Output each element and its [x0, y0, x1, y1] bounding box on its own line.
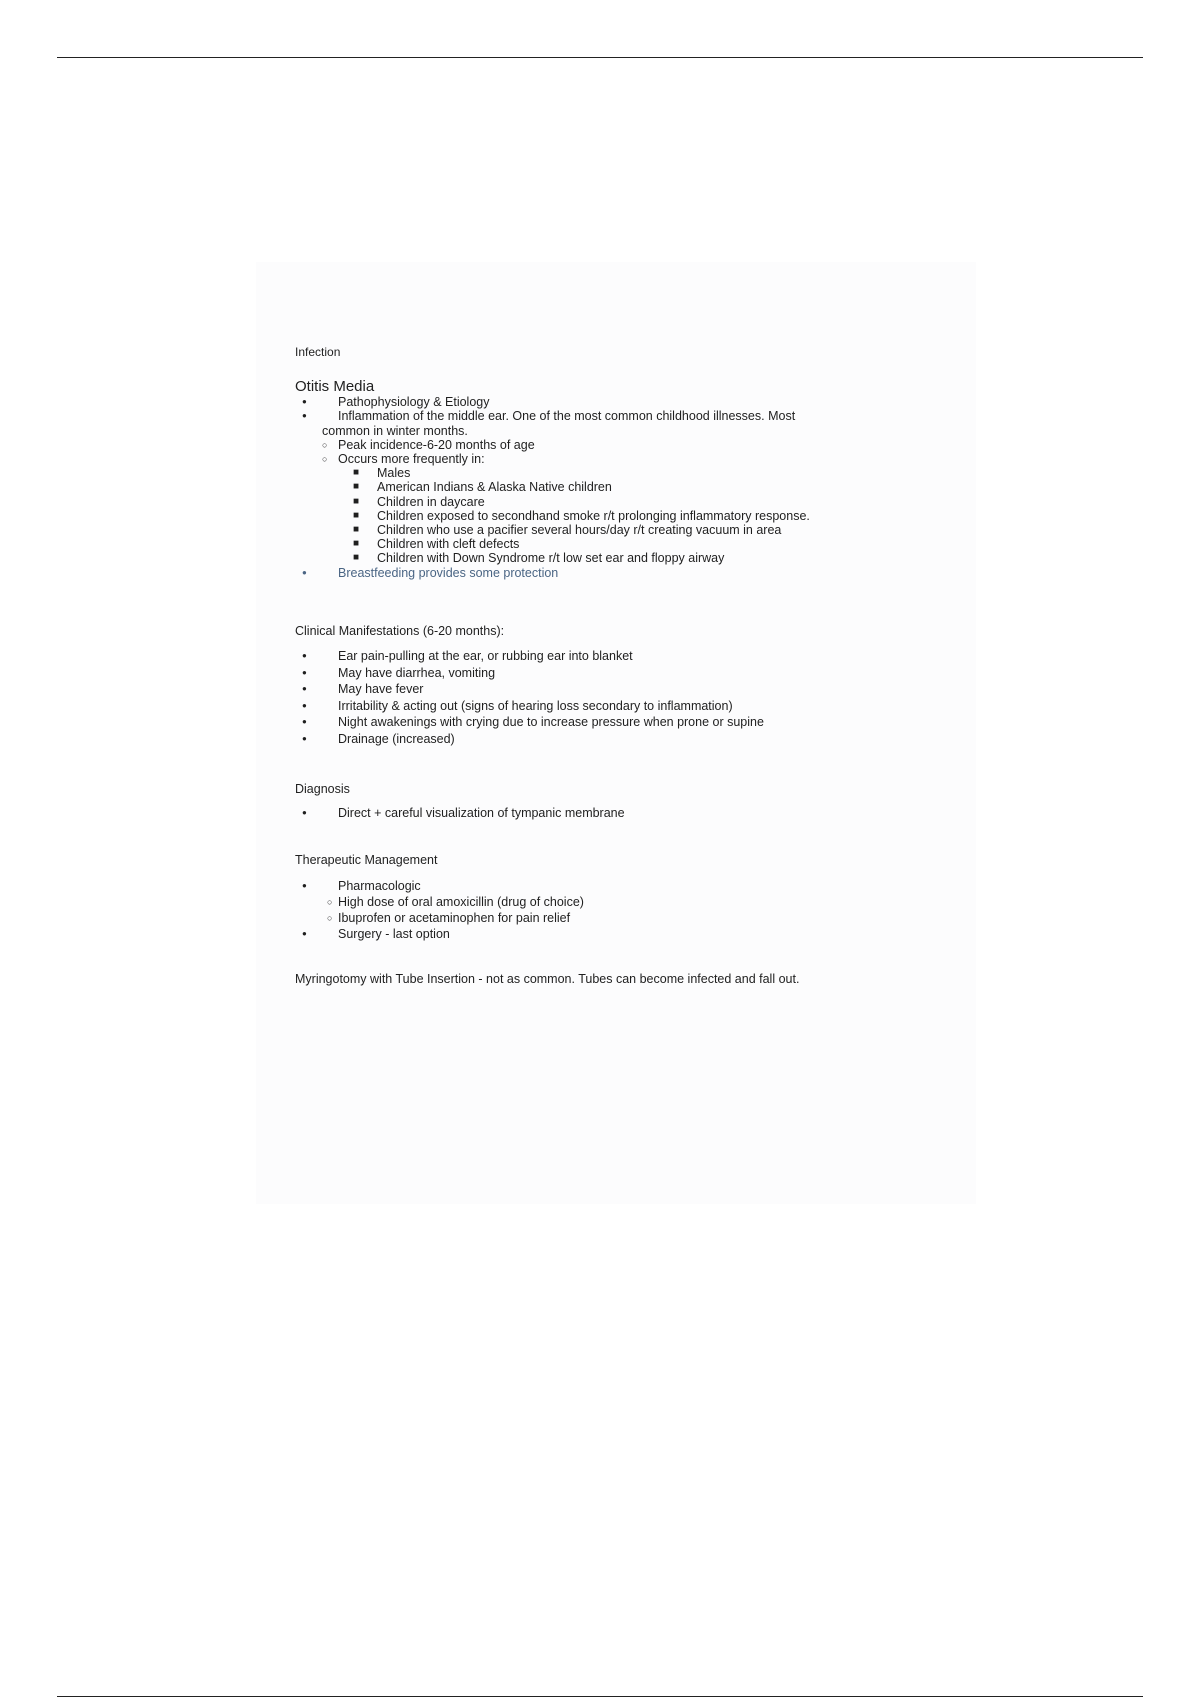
therapeutic-management-heading: Therapeutic Management	[295, 853, 438, 868]
list-item-continuation: common in winter months.	[322, 423, 468, 438]
closing-note: Myringotomy with Tube Insertion - not as common. Tubes can become infected and fall out.	[295, 971, 800, 986]
list-item	[295, 878, 935, 926]
risk-group-item: ■ Children exposed to secondhand smoke r/t prolonging inflammatory response.	[338, 509, 935, 523]
list-item-text: Inflammation of the middle ear. One of the most common childhood illnesses. Most	[338, 409, 796, 424]
risk-group-item: ■ Children with cleft defects	[338, 537, 935, 551]
pharmacologic-sub-list	[338, 894, 935, 926]
page-bottom-rule	[57, 1696, 1143, 1697]
therapeutic-management-list	[295, 878, 935, 942]
sub-list-item	[322, 438, 935, 452]
risk-group-item: ■ Children with Down Syndrome r/t low set ear and floppy airway	[338, 551, 935, 565]
diagnosis-list	[295, 806, 935, 820]
sub-list	[338, 438, 935, 566]
list-item: ● May have diarrhea, vomiting	[295, 665, 935, 682]
clinical-manifestations-heading: Clinical Manifestations (6-20 months):	[295, 623, 505, 638]
pathophysiology-list	[295, 395, 935, 580]
list-item-text: Pathophysiology & Etiology	[338, 395, 490, 410]
sub-list-item: ○ High dose of oral amoxicillin (drug of choice)	[327, 894, 935, 910]
risk-group-item: ■ American Indians & Alaska Native children	[338, 480, 935, 494]
page-title: Otitis Media	[295, 378, 375, 396]
breastfeeding-link[interactable]: ● Breastfeeding provides some protection	[295, 566, 935, 580]
section-label: Infection	[295, 345, 341, 359]
list-item: ● Direct + careful visualization of tympanic membrane	[295, 806, 935, 820]
list-item: ● Irritability & acting out (signs of hearing loss secondary to inflammation)	[295, 698, 935, 715]
risk-group-item: ■ Children in daycare	[338, 495, 935, 509]
list-item: ● May have fever	[295, 681, 935, 698]
diagnosis-heading: Diagnosis	[295, 782, 350, 797]
sub-list-item	[322, 452, 935, 566]
list-item: ● Drainage (increased)	[295, 731, 935, 748]
sub-list-item-text: Peak incidence-6-20 months of age	[338, 437, 535, 452]
list-item	[295, 409, 935, 565]
list-item: ● Night awakenings with crying due to increase pressure when prone or supine	[295, 714, 935, 731]
list-item: ● Surgery - last option	[295, 926, 935, 942]
list-item-text: Pharmacologic	[338, 878, 421, 893]
document-content	[295, 345, 935, 986]
sub-list-item: ○ Ibuprofen or acetaminophen for pain relief	[327, 910, 935, 926]
sub-list-item-text: Occurs more frequently in:	[338, 452, 485, 467]
risk-group-item: ■ Males	[338, 466, 935, 480]
list-item	[295, 395, 935, 409]
risk-group-list	[338, 466, 935, 565]
risk-group-item: ■ Children who use a pacifier several hours/day r/t creating vacuum in area	[338, 523, 935, 537]
clinical-manifestations-list	[295, 648, 935, 747]
list-item: ● Ear pain-pulling at the ear, or rubbing ear into blanket	[295, 648, 935, 665]
page-top-rule	[57, 57, 1143, 58]
